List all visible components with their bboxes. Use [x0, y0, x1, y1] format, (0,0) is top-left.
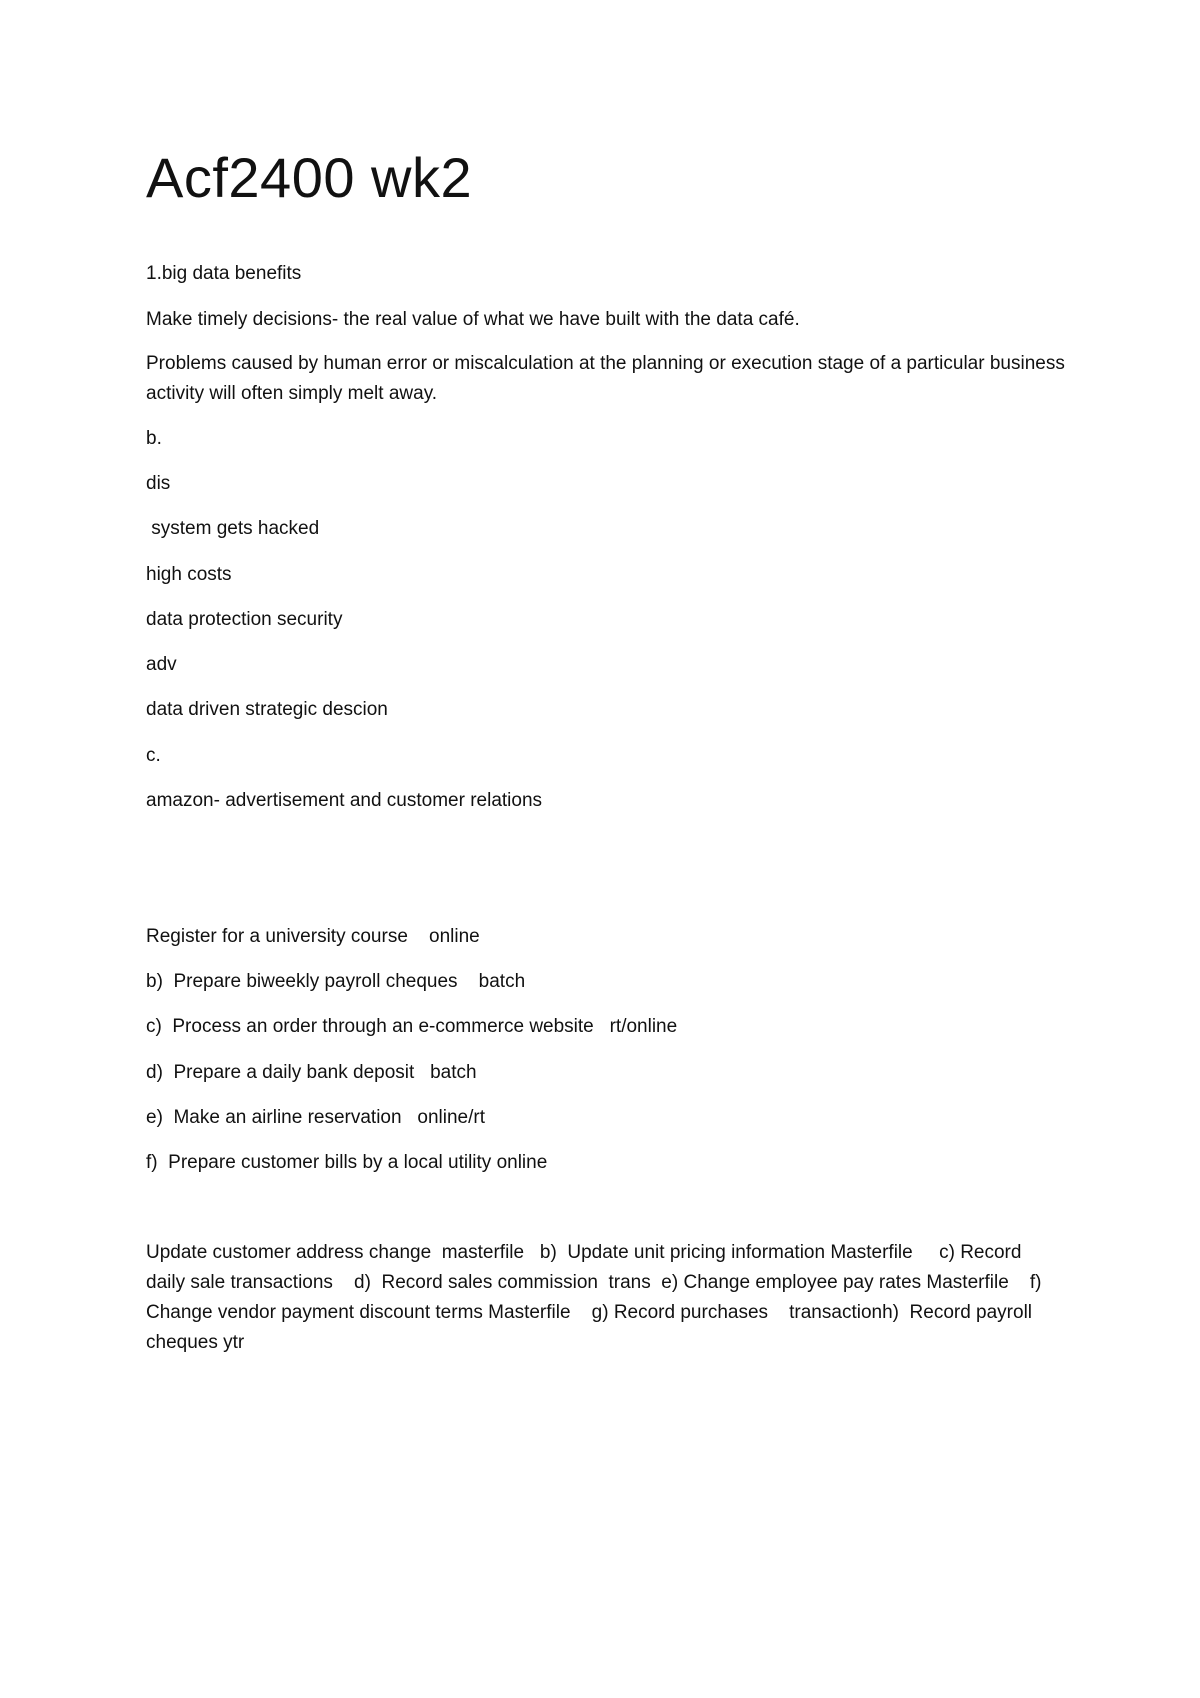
section1-heading: 1.big data benefits	[146, 263, 302, 284]
list-item: d) Prepare a daily bank deposit batch	[146, 1062, 477, 1083]
adv-item: data driven strategic descion	[146, 699, 388, 720]
list-item: f) Prepare customer bills by a local utility online	[146, 1152, 548, 1173]
page-title: Acf2400 wk2	[146, 146, 473, 209]
list-item: b) Prepare biweekly payroll cheques batch	[146, 971, 526, 992]
dis-item: system gets hacked	[146, 518, 320, 539]
label-c: c.	[146, 745, 161, 766]
dis-item: data protection security	[146, 609, 343, 630]
paragraph-timely-decisions: Make timely decisions- the real value of what we have built with the data café.	[146, 309, 800, 330]
paragraph-human-error: Problems caused by human error or miscalculation at the planning or execution stage of a particular business activity will often simply melt away.	[146, 353, 1065, 404]
paragraph-amazon: amazon- advertisement and customer relations	[146, 790, 543, 811]
label-dis: dis	[146, 473, 171, 494]
dis-item: high costs	[146, 564, 232, 585]
list-item: c) Process an order through an e-commerce website rt/online	[146, 1016, 678, 1037]
paragraph-file-types: Update customer address change masterfile b) Update unit pricing information Masterfile c) Record daily sale transactions d) Record sales commission trans e) Change employee pay rates Masterfile f) Change vendor payment discount terms Masterfile g) Record purchases transactionh) Record payroll cheques ytr	[146, 1242, 1053, 1353]
list-item: e) Make an airline reservation online/rt	[146, 1107, 485, 1128]
list-item: Register for a university course online	[146, 926, 480, 947]
label-adv: adv	[146, 654, 177, 675]
label-b: b.	[146, 428, 162, 449]
